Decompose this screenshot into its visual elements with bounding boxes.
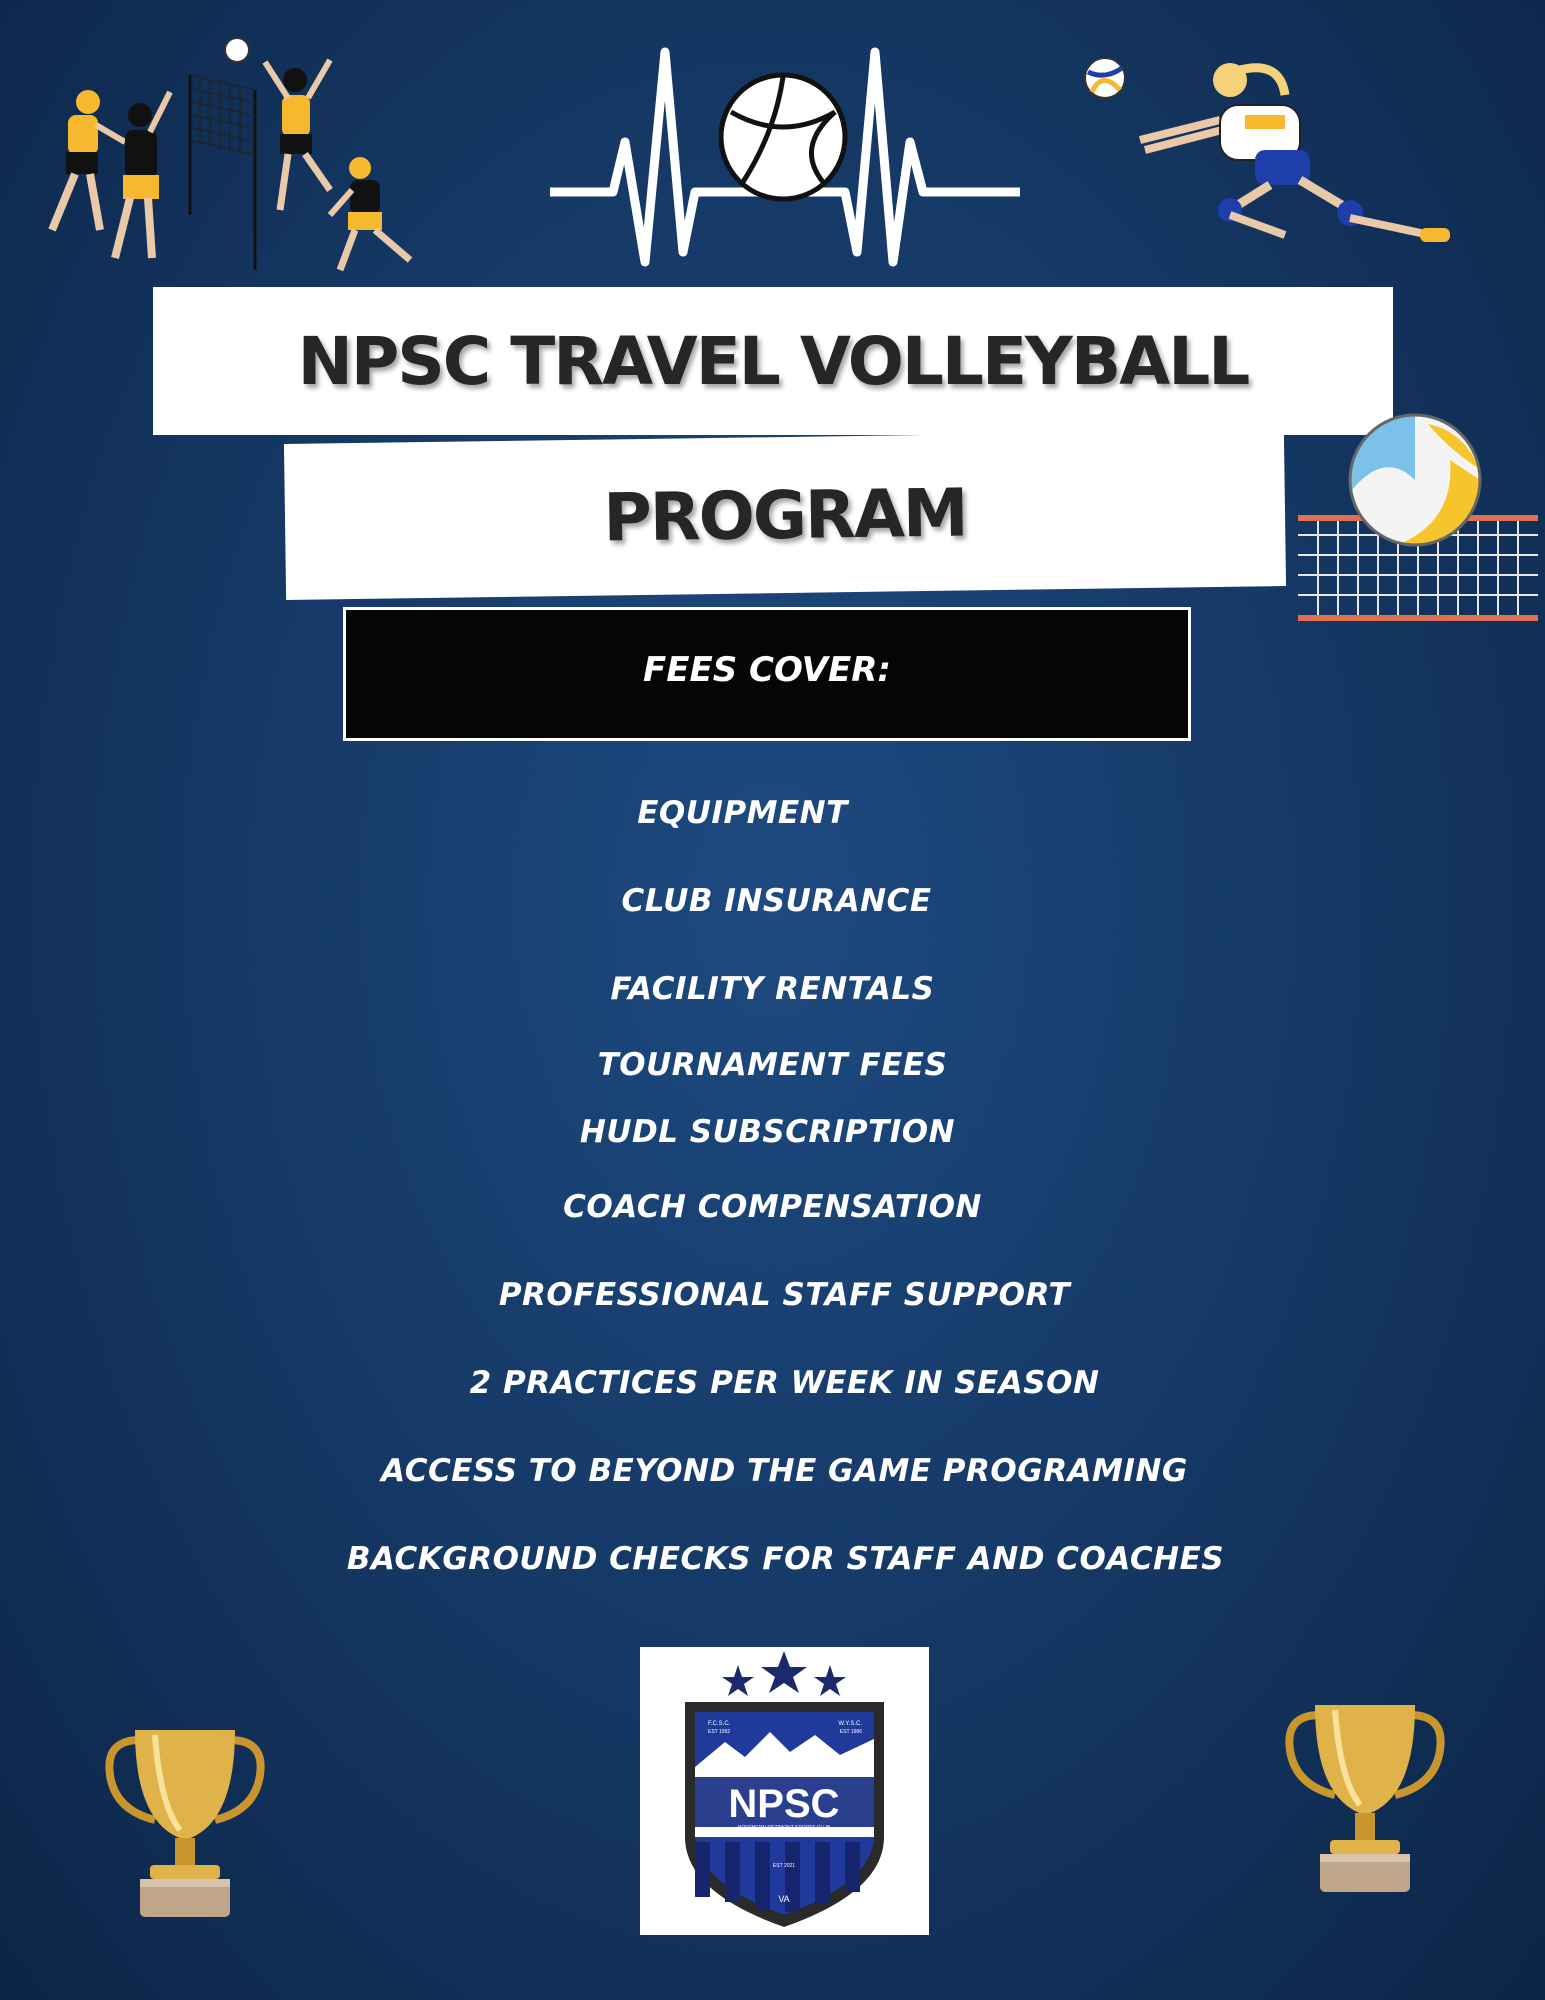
fees-cover-box — [343, 607, 1191, 741]
trophy-icon — [100, 1715, 270, 1925]
volleyball-net-icon — [1290, 410, 1545, 630]
diving-player-illustration — [1080, 50, 1460, 260]
list-item: CLUB INSURANCE — [621, 883, 932, 919]
heartbeat-volleyball-icon — [545, 22, 1025, 290]
list-item: BACKGROUND CHECKS FOR STAFF AND COACHES — [346, 1541, 1225, 1577]
page-title-line1: NPSC TRAVEL VOLLEYBALL — [297, 322, 1249, 400]
list-item: 2 PRACTICES PER WEEK IN SEASON — [469, 1365, 1100, 1401]
list-item: PROFESSIONAL STAFF SUPPORT — [498, 1277, 1071, 1313]
logo-center-est: EST 2021 — [772, 1863, 796, 1869]
trophy-icon — [1280, 1690, 1450, 1900]
logo-state: VA — [778, 1894, 790, 1904]
npsc-crest-icon — [640, 1647, 929, 1935]
logo-right-est: EST 1986 — [839, 1729, 862, 1735]
logo-subtitle: NORTHERN PIEDMONT SPORTS CLUB — [737, 1825, 831, 1831]
npsc-logo — [640, 1647, 929, 1935]
title-banner-line1 — [153, 287, 1393, 435]
list-item: EQUIPMENT — [637, 795, 848, 831]
logo-name: NPSC — [728, 1782, 840, 1826]
logo-left-est: EST 1992 — [708, 1729, 731, 1735]
list-item: COACH COMPENSATION — [563, 1189, 982, 1225]
fees-cover-heading: FEES COVER: — [643, 650, 891, 690]
page-title-line2: PROGRAM — [602, 473, 968, 557]
logo-right-club: W.Y.S.C. — [838, 1721, 862, 1727]
title-banner-line2 — [284, 430, 1286, 600]
logo-left-club: F.C.S.C. — [708, 1721, 731, 1727]
volleyball-players-illustration — [30, 30, 430, 280]
list-item: FACILITY RENTALS — [610, 971, 935, 1007]
list-item: TOURNAMENT FEES — [597, 1047, 948, 1083]
list-item: ACCESS TO BEYOND THE GAME PROGRAMING — [381, 1453, 1188, 1489]
list-item: HUDL SUBSCRIPTION — [579, 1114, 956, 1150]
